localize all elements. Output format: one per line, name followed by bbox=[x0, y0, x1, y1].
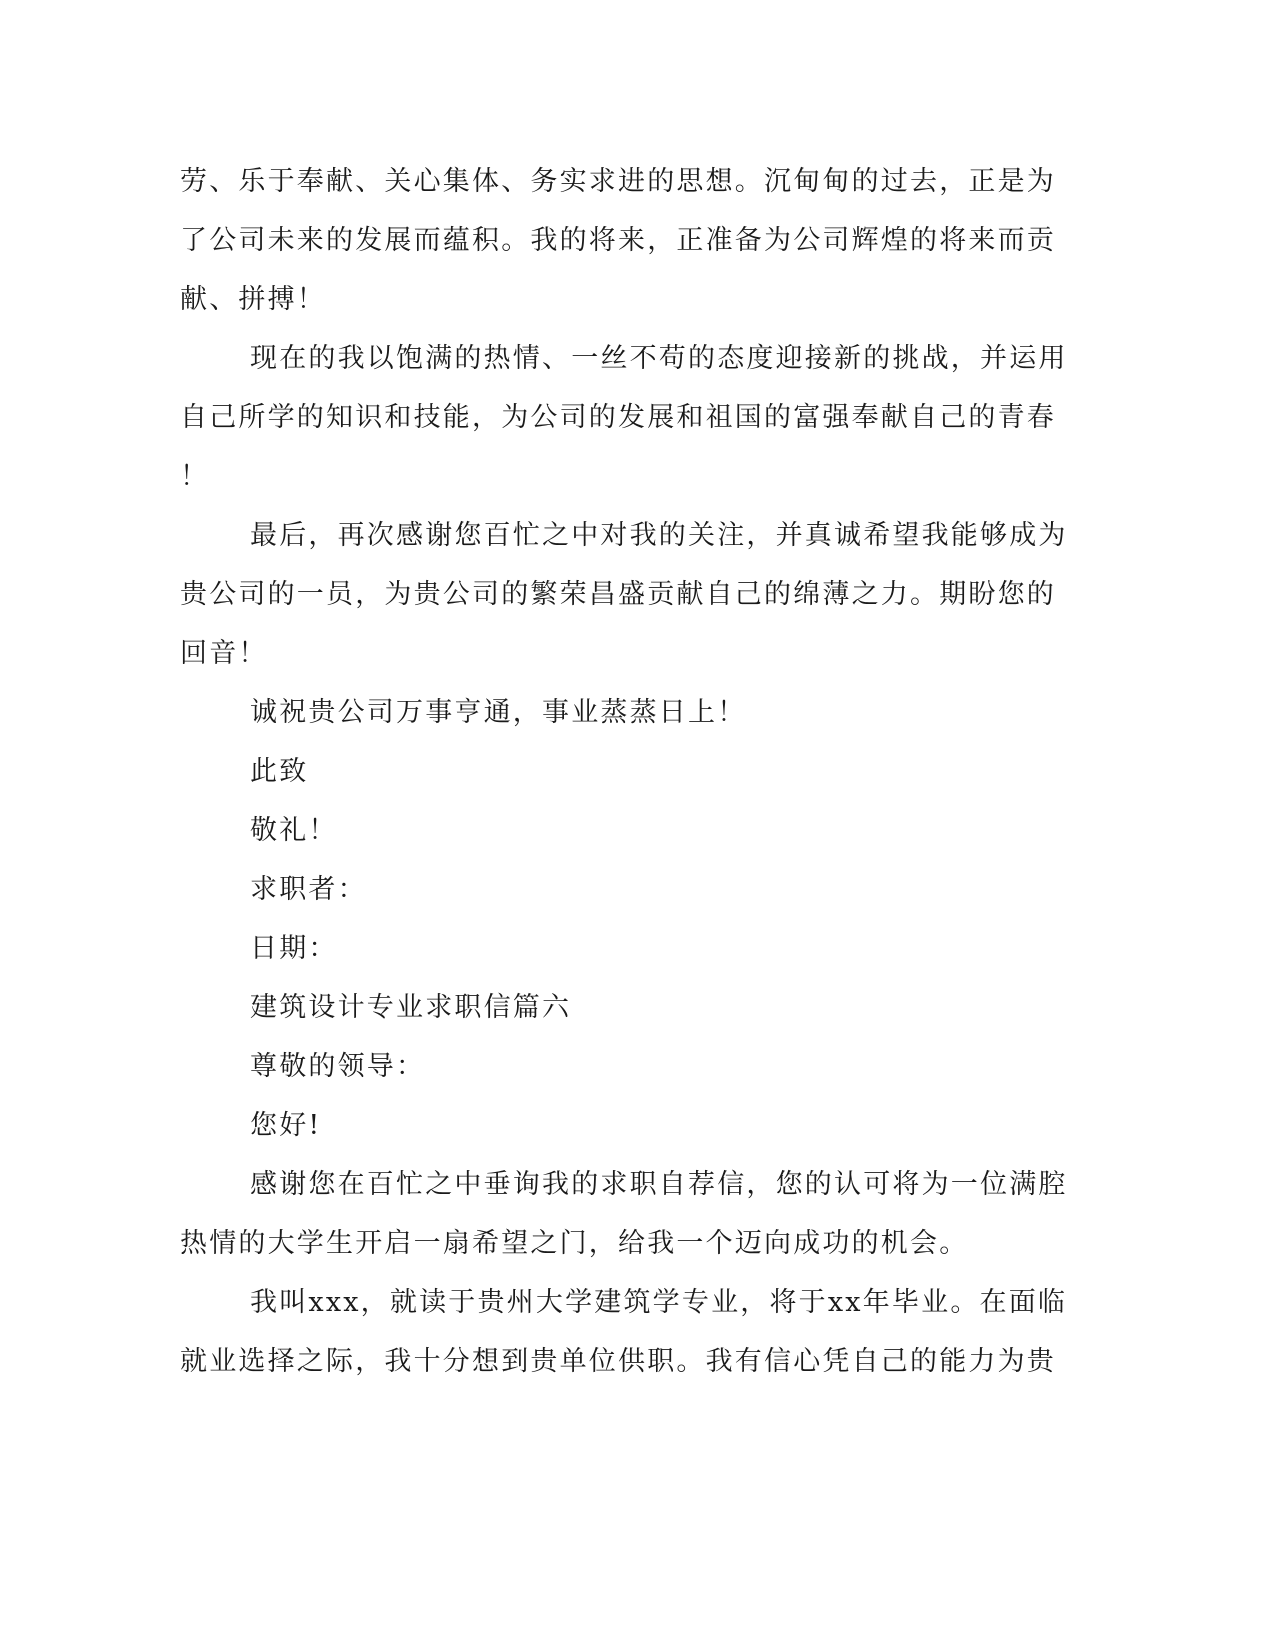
text-line: 敬礼！ bbox=[250, 815, 338, 846]
text-line: 献、拼搏！ bbox=[180, 284, 326, 315]
text-line: 尊敬的领导： bbox=[250, 1051, 426, 1082]
text-line: 求职者： bbox=[250, 874, 367, 905]
text-line: 日期： bbox=[250, 933, 338, 964]
text-line: 您好! bbox=[250, 1110, 322, 1141]
text-line: 最后，再次感谢您百忙之中对我的关注，并真诚希望我能够成为 bbox=[250, 520, 1068, 551]
text-line: 自己所学的知识和技能，为公司的发展和祖国的富强奉献自己的青春 bbox=[180, 402, 1056, 433]
text-line: 劳、乐于奉献、关心集体、务实求进的思想。沉甸甸的过去，正是为 bbox=[180, 166, 1056, 197]
text-line: 我叫xxx，就读于贵州大学建筑学专业，将于xx年毕业。在面临 bbox=[250, 1287, 1068, 1318]
text-line: ！ bbox=[180, 461, 210, 492]
text-line: 感谢您在百忙之中垂询我的求职自荐信，您的认可将为一位满腔 bbox=[250, 1169, 1068, 1200]
text-line: 现在的我以饱满的热情、一丝不苟的态度迎接新的挑战，并运用 bbox=[250, 343, 1068, 374]
text-line: 诚祝贵公司万事亨通，事业蒸蒸日上！ bbox=[250, 697, 747, 728]
text-line: 回音！ bbox=[180, 638, 268, 669]
text-line: 此致 bbox=[250, 756, 309, 787]
section-heading: 建筑设计专业求职信篇六 bbox=[250, 992, 572, 1023]
text-line: 贵公司的一员，为贵公司的繁荣昌盛贡献自己的绵薄之力。期盼您的 bbox=[180, 579, 1056, 610]
text-line: 了公司未来的发展而蕴积。我的将来，正准备为公司辉煌的将来而贡 bbox=[180, 225, 1056, 256]
text-line: 热情的大学生开启一扇希望之门，给我一个迈向成功的机会。 bbox=[180, 1228, 969, 1259]
text-line: 就业选择之际，我十分想到贵单位供职。我有信心凭自己的能力为贵 bbox=[180, 1346, 1056, 1377]
